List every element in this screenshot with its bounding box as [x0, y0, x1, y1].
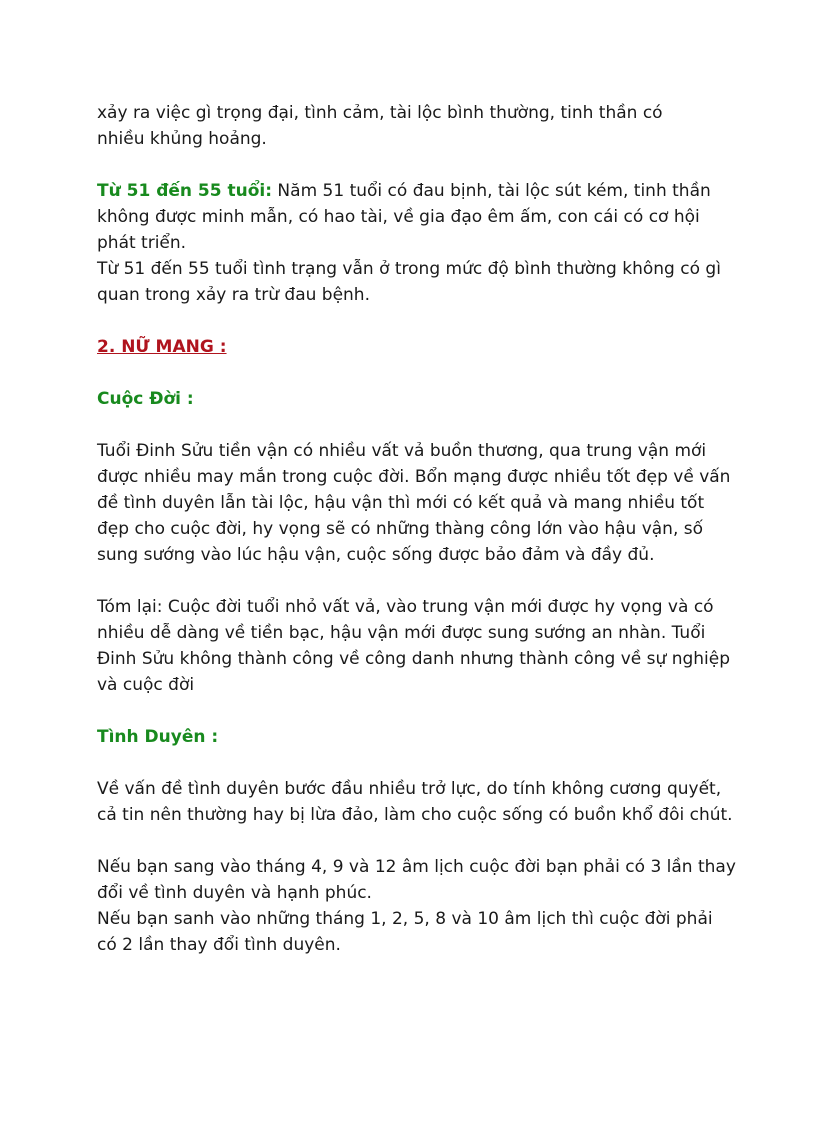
- tinh-duyen-title: Tình Duyên :: [97, 727, 219, 747]
- age-51-55-text-2: Từ 51 đến 55 tuổi tình trạng vẫn ở trong mức độ bình thường không có gì quan trong xảy ra trừ đau bệnh.: [97, 259, 721, 305]
- age-51-55-label: Từ 51 đến 55 tuổi:: [97, 181, 273, 201]
- spacer: [97, 308, 737, 334]
- age-51-55-text: Năm 51 tuổi có đau bịnh, tài lộc sút kém, tinh thần không được minh mẫn, có hao tài, về gia đạo êm ấm, con cái có cơ hội phát triển.: [97, 181, 711, 253]
- spacer: [97, 360, 737, 386]
- tinh-duyen-paragraph-1: Về vấn đề tình duyên bước đầu nhiều trở lực, do tính không cương quyết, cả tin nên thường hay bị lừa đảo, làm cho cuộc sống có buồn khổ đôi chút.: [97, 779, 733, 825]
- spacer: [97, 152, 737, 178]
- cuoc-doi-paragraph-1: Tuổi Đinh Sửu tiền vận có nhiều vất vả buồn thương, qua trung vận mới được nhiều may mắn trong cuộc đời. Bổn mạng được nhiều tốt đẹp về vấn đề tình duyên lẫn tài lộc, hậu vận thì mới có kết quả và mang nhiều tốt đẹp cho cuộc đời, hy vọng sẽ có những thàng công lớn vào hậu vận, số sung sướng vào lúc hậu vận, cuộc sống được bảo đảm và đầy đủ.: [97, 441, 731, 565]
- tinh-duyen-paragraph-2b: Nếu bạn sanh vào những tháng 1, 2, 5, 8 và 10 âm lịch thì cuộc đời phải có 2 lần thay đổi tình duyên.: [97, 909, 713, 955]
- age-51-55-paragraph-2: [97, 256, 737, 308]
- tinh-duyen-paragraph-2a: Nếu bạn sang vào tháng 4, 9 và 12 âm lịch cuộc đời bạn phải có 3 lần thay đổi về tình duyên và hạnh phúc.: [97, 857, 736, 903]
- age-51-55-paragraph: [97, 178, 737, 256]
- cuoc-doi-paragraph-2: Tóm lại: Cuộc đời tuổi nhỏ vất vả, vào trung vận mới được hy vọng và có nhiều dễ dàng về tiền bạc, hậu vận mới được sung sướng an nhàn. Tuổi Đinh Sửu không thành công về công danh nhưng thành công về sự nghiệp và cuộc đời: [97, 597, 731, 695]
- spacer: [97, 828, 737, 854]
- intro-paragraph: [97, 100, 737, 152]
- section-2-title: 2. NỮ MANG :: [97, 337, 227, 357]
- spacer: [97, 568, 737, 594]
- intro-line-2: nhiều khủng hoảng.: [97, 129, 267, 149]
- intro-line-1: xảy ra việc gì trọng đại, tình cảm, tài lộc bình thường, tinh thần có: [97, 103, 663, 123]
- subsection-heading: [97, 724, 737, 750]
- cuoc-doi-title: Cuộc Đời :: [97, 389, 194, 409]
- subsection-heading: [97, 386, 737, 412]
- section-heading: [97, 334, 737, 360]
- document-page: [97, 100, 737, 958]
- spacer: [97, 412, 737, 438]
- spacer: [97, 698, 737, 724]
- spacer: [97, 750, 737, 776]
